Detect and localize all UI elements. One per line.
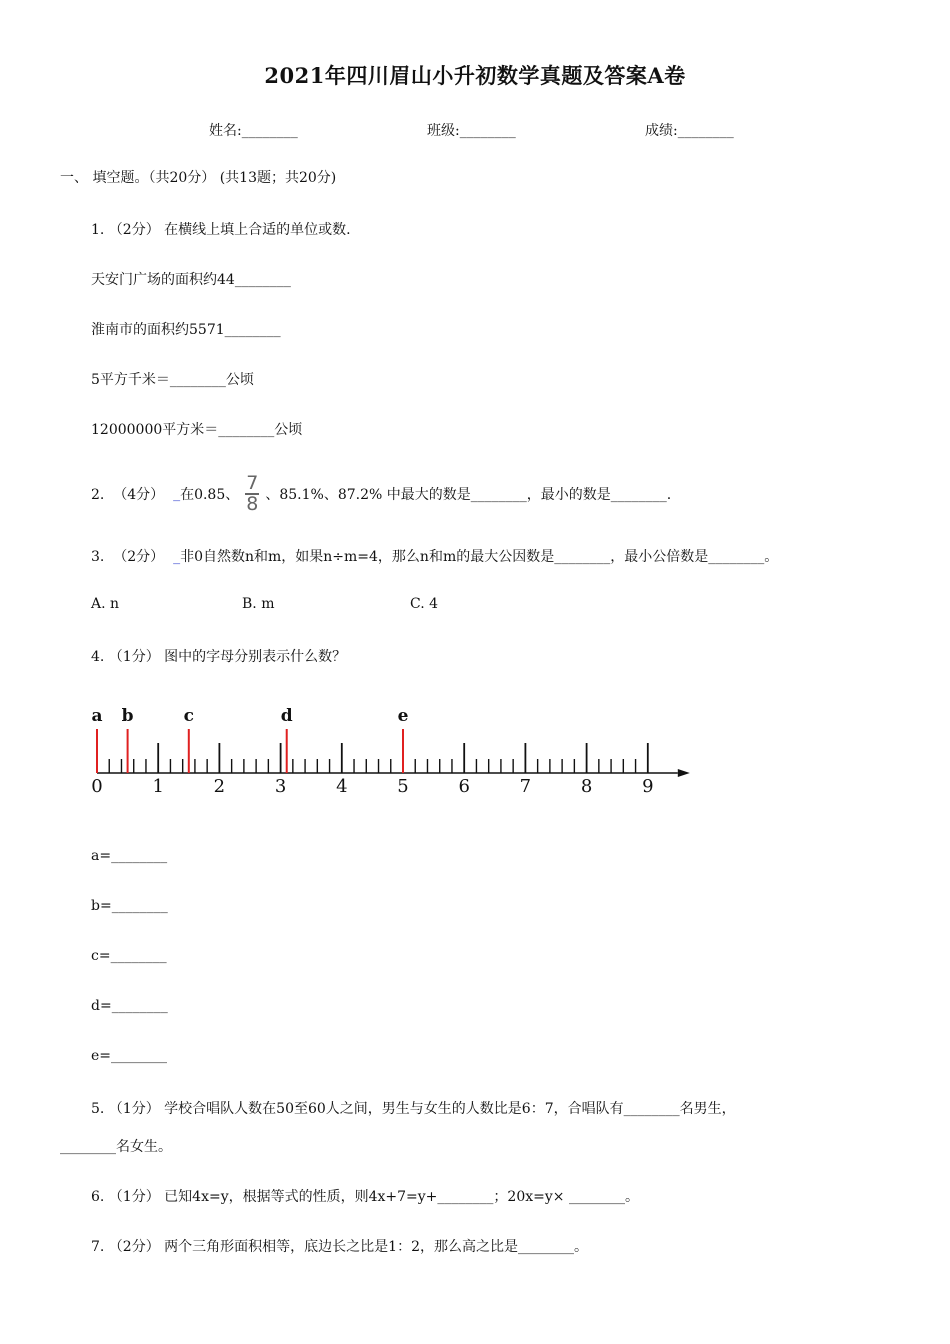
option-c[interactable]: C. 4 — [410, 596, 439, 612]
question-3[interactable] — [91, 546, 778, 566]
question-2-prefix: 2. （4分） — [91, 487, 174, 503]
tick-label: 0 — [91, 776, 103, 797]
question-1-line-3[interactable]: 5平方千米＝________公顷 — [91, 372, 254, 388]
fraction-denominator: 8 — [246, 493, 259, 515]
tick-label: 9 — [642, 776, 654, 797]
answer-e[interactable]: e=________ — [91, 1048, 168, 1064]
answer-c[interactable]: c=________ — [91, 948, 167, 964]
question-5-line-1[interactable]: 5. （1分） 学校合唱队人数在50至60人之间，男生与女生的人数比是6：7，合唱队有________名男生， — [91, 1101, 736, 1117]
question-7[interactable]: 7. （2分） 两个三角形面积相等，底边长之比是1：2，那么高之比是________。 — [91, 1239, 588, 1255]
page-title: 2021年四川眉山小升初数学真题及答案A卷 — [264, 63, 686, 88]
fraction-seven-eighths — [245, 474, 259, 514]
question-3-cursor: _ — [173, 549, 181, 565]
answer-d[interactable]: d=________ — [91, 998, 168, 1014]
question-1-line-2[interactable]: 淮南市的面积约5571________ — [91, 322, 281, 338]
question-2-part-2[interactable]: 、85.1%、87.2% 中最大的数是________，最小的数是________. — [265, 487, 672, 503]
tick-label: 1 — [152, 776, 164, 797]
answer-b[interactable]: b=________ — [91, 898, 168, 914]
tick-label: 7 — [519, 776, 532, 797]
tick-label: 5 — [397, 776, 409, 797]
tick-label: 2 — [213, 776, 226, 797]
question-3-prefix: 3. （2分） — [91, 549, 174, 565]
tick-label: 8 — [580, 776, 593, 797]
mark-e-label: e — [397, 706, 409, 726]
question-2-part-1: 在0.85、 — [180, 487, 240, 503]
option-a[interactable]: A. n — [91, 596, 120, 612]
section-heading: 一、 填空题。（共20分） (共13题；共20分) — [60, 170, 337, 186]
answer-a[interactable]: a=________ — [91, 848, 168, 864]
question-2 — [91, 464, 671, 524]
mark-c-label: c — [183, 706, 194, 726]
question-1-stem: 1. （2分） 在横线上填上合适的单位或数. — [91, 222, 351, 238]
tick-label: 4 — [336, 776, 348, 797]
mark-a-label: a — [91, 706, 103, 726]
number-line-figure — [80, 690, 700, 805]
axis-arrow-icon — [678, 769, 690, 777]
fraction-numerator: 7 — [246, 472, 259, 494]
mark-d-label: d — [280, 706, 293, 726]
mark-b-label: b — [121, 706, 134, 726]
question-5-line-2[interactable]: ________名女生。 — [60, 1139, 172, 1155]
option-b[interactable]: B. m — [242, 596, 275, 612]
tick-label: 3 — [274, 776, 287, 797]
question-2-cursor: _ — [173, 486, 181, 502]
question-3-text[interactable]: 非0自然数n和m，如果n÷m=4，那么n和m的最大公因数是________，最小公倍数是________。 — [180, 549, 779, 565]
tick-label: 6 — [458, 776, 470, 797]
question-1-line-1[interactable]: 天安门广场的面积约44________ — [91, 272, 291, 288]
question-4-stem: 4. （1分） 图中的字母分别表示什么数？ — [91, 649, 347, 665]
question-6[interactable]: 6. （1分） 已知4x=y，根据等式的性质，则4x+7=y+________；20x=y× ________。 — [91, 1189, 639, 1205]
class-field[interactable]: 班级:________ — [427, 123, 516, 139]
name-field[interactable]: 姓名:________ — [209, 123, 298, 139]
score-field[interactable]: 成绩:________ — [645, 123, 734, 139]
question-1-line-4[interactable]: 12000000平方米＝________公顷 — [91, 422, 303, 438]
